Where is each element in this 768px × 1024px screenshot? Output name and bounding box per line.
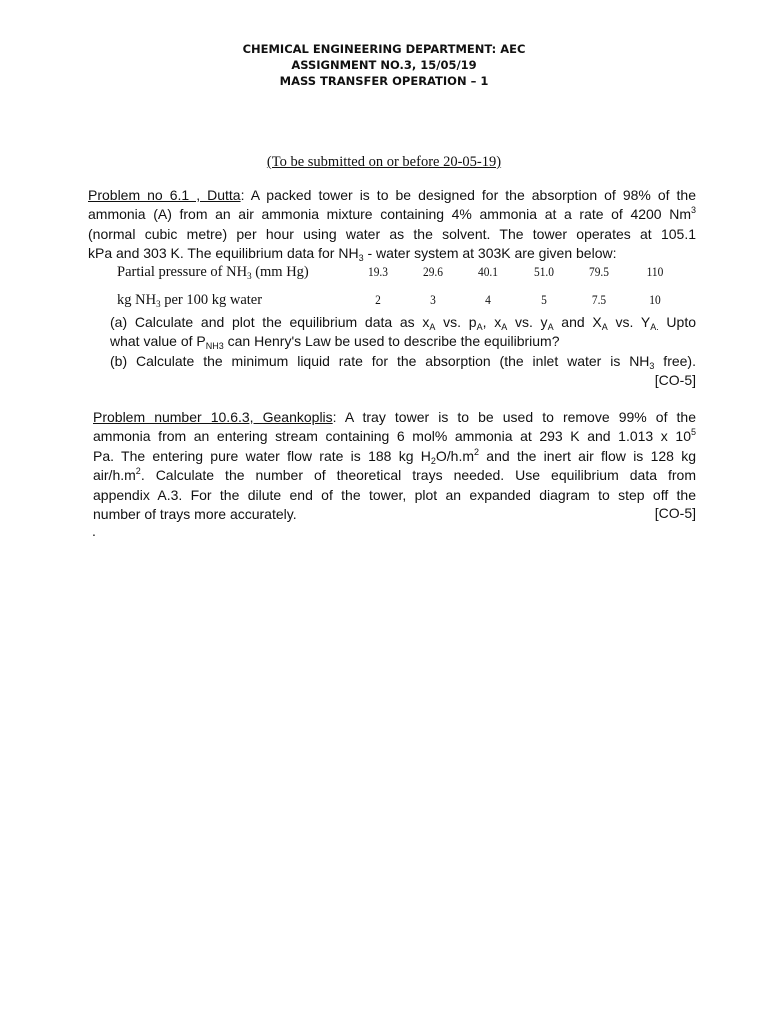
problem-2-line-4-text: air/h.m [93, 467, 136, 484]
problem-1-line-2 [88, 205, 696, 224]
subscript: A [429, 322, 436, 332]
part-a-text: can Henry's Law be used to describe the equilibrium? [223, 333, 560, 350]
problem-2-line-6: number of trays more accurately. [93, 506, 297, 523]
problem-2-course-outcome: [CO-5] [654, 505, 696, 521]
document-header [0, 41, 768, 89]
table-cell: 3 [430, 292, 436, 307]
table-cell: 110 [646, 264, 664, 279]
part-a-text: , x [482, 314, 502, 330]
row-label-partial-pressure [117, 264, 309, 281]
table-cell: 51.0 [533, 264, 555, 279]
trailing-dot: . [92, 523, 96, 539]
subscript: A [547, 322, 554, 332]
table-cell: 7.5 [591, 292, 607, 307]
problem-1-line-1 [88, 186, 696, 205]
subscript: 3 [649, 360, 655, 371]
problem-1-line-4 [88, 244, 696, 263]
part-a-text: and X [553, 314, 602, 330]
subscript: 3 [247, 271, 252, 281]
row-label-kg-nh3 [117, 292, 262, 309]
part-a-text: vs. Y [607, 314, 651, 330]
subscript: A [501, 322, 508, 332]
subscript: A [476, 322, 483, 332]
part-a-text: vs. y [507, 314, 548, 330]
table-cell: 10 [649, 292, 661, 307]
problem-2 [93, 408, 696, 524]
row-label-unit: (mm Hg) [251, 264, 309, 280]
part-b-text: free). [654, 352, 696, 369]
row-label-text: kg NH [117, 292, 157, 308]
table-cell: 79.5 [588, 264, 610, 279]
header-department: CHEMICAL ENGINEERING DEPARTMENT: AEC [242, 42, 526, 56]
table-cell: 5 [541, 292, 547, 307]
problem-1-course-outcome: [CO-5] [654, 372, 696, 388]
part-a-text: vs. p [435, 314, 477, 330]
problem-1-line-4-tail: - water system at 303K are given below: [363, 245, 617, 262]
subscript: A [601, 322, 608, 332]
part-b-line [110, 352, 696, 371]
problem-2-line-4-text: . Calculate the number of theoretical trays needed. Use equilibrium data from [140, 467, 696, 484]
problem-2-line-5: appendix A.3. For the dilute end of the tower, plot an expanded diagram to step off the [93, 486, 696, 503]
table-cell: 4 [485, 292, 491, 307]
part-a-line-2 [110, 332, 696, 351]
superscript: 2 [135, 466, 141, 477]
subscript: A. [650, 322, 659, 332]
row-label-unit: per 100 kg water [160, 292, 263, 308]
problem-1-line-4-text: kPa and 303 K. The equilibrium data for NH [88, 245, 359, 262]
subscript: 2 [430, 455, 436, 466]
table-cell: 19.3 [367, 264, 389, 279]
problem-2-line-1-text: : A tray tower is to be used to remove 99% of the [332, 409, 696, 425]
table-cell: 2 [375, 292, 381, 307]
problem-2-line-3 [93, 447, 696, 466]
submission-note [0, 153, 768, 171]
part-b-text: (b) Calculate the minimum liquid rate for the absorption (the inlet water is NH [110, 352, 650, 369]
header-subject: MASS TRANSFER OPERATION – 1 [279, 74, 489, 88]
problem-2-line-2 [93, 427, 696, 446]
problem-1-reference: Problem no 6.1 , Dutta [88, 187, 241, 203]
part-a-text: (a) Calculate and plot the equilibrium data as x [110, 314, 430, 330]
problem-2-line-3-text: O/h.m [435, 447, 475, 464]
problem-2-line-3-text: Pa. The entering pure water flow rate is 188 kg H [93, 447, 431, 464]
problem-2-line-4 [93, 466, 696, 485]
header-assignment: ASSIGNMENT NO.3, 15/05/19 [291, 58, 477, 72]
subscript: 3 [358, 253, 364, 264]
problem-1-line-2-text: ammonia (A) from an air ammonia mixture containing 4% ammonia at a rate of 4200 Nm [88, 206, 691, 223]
table-cell: 29.6 [422, 264, 444, 279]
part-a-text: what value of P [110, 333, 206, 350]
part-a-text: Upto [658, 314, 697, 330]
problem-1-parts [110, 313, 696, 371]
subscript: NH3 [205, 341, 224, 352]
subscript: 3 [156, 299, 161, 309]
problem-2-line-2-text: ammonia from an entering stream containing 6 mol% ammonia at 293 K and 1.013 x 10 [93, 428, 691, 445]
problem-1-intro [88, 186, 696, 264]
problem-1-line-1-text: : A packed tower is to be designed for the absorption of 98% of the [240, 187, 697, 203]
table-cell: 40.1 [477, 264, 499, 279]
superscript: 3 [690, 205, 696, 216]
problem-1-line-3: (normal cubic metre) per hour using water as the solvent. The tower operates at 105.1 [88, 225, 696, 242]
problem-2-reference: Problem number 10.6.3, Geankoplis [93, 409, 333, 425]
row-label-text: Partial pressure of NH [117, 264, 248, 280]
problem-2-line-3-text: and the inert air flow is 128 kg [479, 447, 696, 464]
problem-2-line-1 [93, 408, 696, 427]
submission-deadline: (To be submitted on or before 20-05-19) [266, 154, 502, 170]
part-a-line-1 [110, 313, 696, 332]
superscript: 2 [474, 446, 480, 457]
superscript: 5 [690, 427, 696, 438]
